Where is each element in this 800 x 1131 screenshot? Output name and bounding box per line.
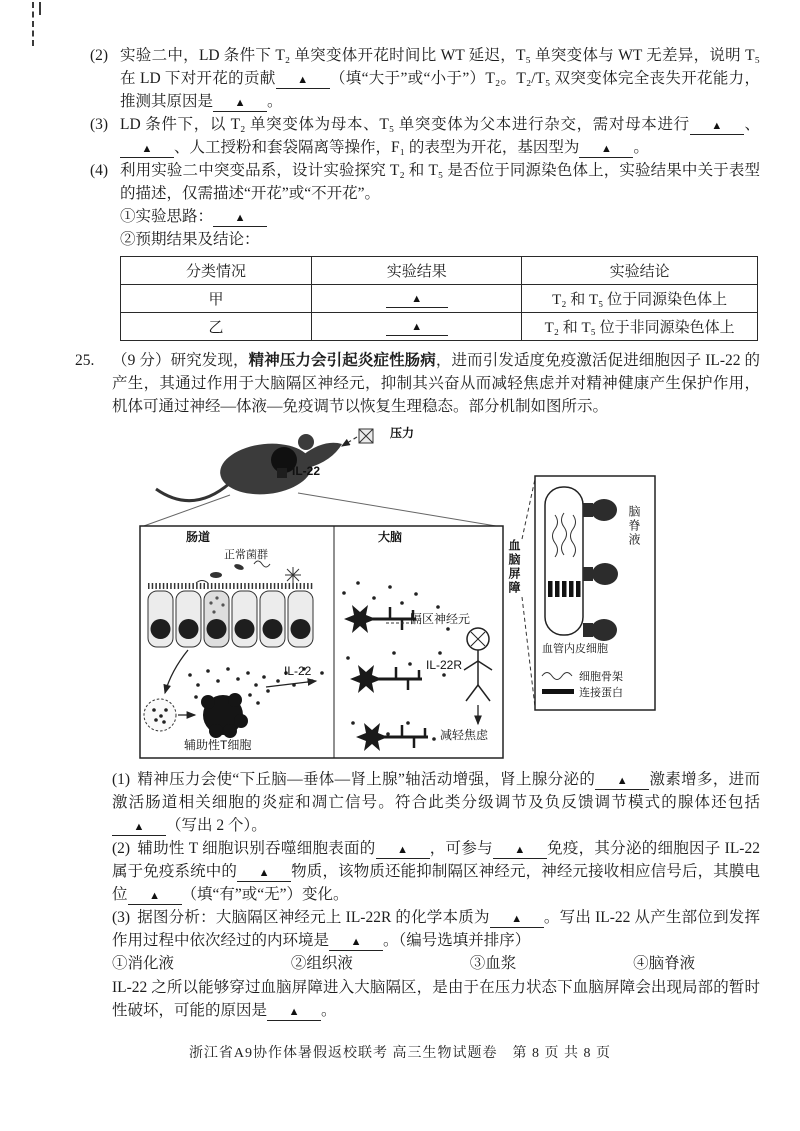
question-24-part-4 [90,159,760,251]
question-25-body [112,349,760,1022]
option-list [112,952,695,976]
table-row [121,313,758,341]
text-run: 。 [633,139,649,156]
binding-mark [39,2,41,15]
answer-blank: ▲ [493,843,547,859]
question-25-part-3 [112,906,760,952]
pressure-arrow [342,429,373,446]
answer-blank: ▲ [213,211,267,227]
mechanism-diagram [138,423,658,761]
answer-blank: ▲ [213,96,267,112]
text-run: 据图分析：大脑隔区神经元上 IL-22R 的化学本质为 [137,909,490,926]
table-header: 分类情况 [121,257,312,285]
text-run: 物质，该物质还能抑制隔区神经元，神经元接收相应信号后，其膜电位 [112,863,760,903]
part-number: (2) [112,840,131,857]
connexin-legend-glyph [542,689,574,694]
answer-blank: ▲ [276,73,330,89]
text-run: （填“大于”或“小于”）T₂。T₂/T₅ 双突变体完全丧失开花能力，推测其原因是 [120,70,760,110]
secreting-cell [144,699,176,731]
score-label: （9 分） [112,352,171,369]
question-24-part-3 [90,113,760,159]
page-content [75,44,760,1022]
question-25 [75,349,760,1022]
il22r-label: IL-22R [426,658,463,672]
text-run: LD 条件下，以 T₂ 单突变体为母本、T₅ 单突变体为父本进行杂交，需对母本进行 [120,116,690,133]
zoom-dash [522,597,535,707]
text-run: 实验二中，LD 条件下 T₂ 单突变体开花时间比 WT 延迟，T₅ 单突变体与 WT 无差异，说明 T₅ 在 LD 下对开花的贡献 [120,47,760,87]
part-text [120,44,760,113]
text-run: ，进而引发适度免疫激活促进细胞因子 IL-22 的产生，其通过作用于大脑隔区神经元，抑制其兴奋从而减轻焦虑并对精神健康产生保护作用，机体可通过神经—体液—免疫调节以恢复生理稳态。部分机制如图所示。 [112,352,760,415]
text-run: （填“有”或“无”）变化。 [181,886,349,903]
question-25-part-2 [112,837,760,906]
text-run: 。 [267,93,283,110]
text-run: ，可参与 [429,840,493,857]
text-run: 利用实验二中突变品系，设计实验探究 T₂ 和 T₅ 是否位于同源染色体上，实验结果中关于表型的描述，仅需描述“开花”或“不开花”。 [120,162,760,202]
answer-blank: ▲ [120,142,174,158]
part-number: (3) [90,116,109,133]
il22-label-top: IL-22 [292,464,321,478]
answer-blank: ▲ [376,843,430,859]
option-item: ④脑脊液 [633,955,696,972]
option-item: ②组织液 [290,955,353,972]
text-run: ②预期结果及结论： [120,231,260,248]
answer-blank: ▲ [329,935,383,951]
answer-blank: ▲ [128,889,182,905]
brain-label: 大脑 [378,530,403,544]
diagram-artwork [138,423,658,761]
table-header: 实验结论 [522,257,758,285]
answer-blank: ▲ [386,320,448,336]
text-run: 、 [743,116,760,133]
text-run: 。写出 IL-22 从产生部位到发挥作用过程中依次经过的内环境是 [112,909,760,949]
binding-mark [32,2,34,46]
answer-blank: ▲ [112,820,166,836]
answer-blank: ▲ [237,866,291,882]
answer-blank: ▲ [690,119,744,135]
zoom-dash [522,479,535,539]
connexin-label: 连接蛋白 [579,687,623,699]
option-item: ③血浆 [469,955,517,972]
text-run: 免疫，其分泌的细胞因子 IL-22 属于免疫系统中的 [112,840,760,880]
part-number: (4) [90,162,109,179]
answer-blank: ▲ [267,1005,321,1021]
text-run: 精神压力会使“下丘脑—垂体—肾上腺”轴活动增强，肾上腺分泌的 [137,771,596,788]
part-text [120,113,760,159]
text-run-bold: 精神压力会引起炎症性肠病 [248,352,436,369]
csf-label: 脑脊液 [627,505,641,547]
sub-item-1 [120,205,760,228]
normal-flora-label: 正常菌群 [224,549,268,561]
pressure-label: 压力 [390,426,415,440]
cytoskeleton-label: 细胞骨架 [579,671,623,683]
part-number: (3) [112,909,131,926]
question-number: 25. [75,352,95,369]
text-run: 、人工授粉和套袋隔离等操作，F₁ 的表型为开花，基因型为 [174,139,580,156]
helper-t-cell-label: 辅助性T细胞 [184,738,252,752]
answer-blank: ▲ [386,292,448,308]
table-cell: 乙 [121,313,312,341]
text-run: ①实验思路： [120,208,214,225]
part-text [120,159,760,251]
intestine-label: 肠道 [186,530,211,544]
table-header-row [121,257,758,285]
table-cell: 甲 [121,285,312,313]
question-25-intro [112,349,760,418]
part-number: (2) [90,47,109,64]
table-cell [312,313,522,341]
option-item: ①消化液 [112,955,175,972]
results-table [120,256,758,341]
septal-neuron-label: 隔区神经元 [410,612,471,626]
il22-label-mid: IL-22 [284,664,312,678]
text-run: 研究发现， [170,352,249,369]
sub-item-2 [120,228,760,251]
text-run: 激素增多，进而激活肠道相关细胞的炎症和凋亡信号。符合此类分级调节及负反馈调节模式的腺体还包括 [112,771,760,811]
endothelial-cell-label: 血管内皮细胞 [542,643,608,655]
text-run: 辅助性 T 细胞识别吞噬细胞表面的 [137,840,376,857]
bbb-label: 血脑屏障 [507,539,521,595]
answer-blank: ▲ [595,774,649,790]
table-cell [312,285,522,313]
table-header: 实验结果 [312,257,522,285]
question-25-part-3-cont [112,976,760,1022]
text-run: （写出 2 个）。 [166,817,267,834]
question-25-part-1 [112,768,760,837]
text-run: 。（编号选填并排序） [383,932,531,949]
text-run: 。 [321,1002,337,1019]
table-cell: T₂ 和 T₅ 位于非同源染色体上 [522,313,758,341]
answer-blank: ▲ [490,912,544,928]
part-number: (1) [112,771,131,788]
zoom-line [298,493,502,527]
answer-blank: ▲ [579,142,633,158]
reduce-anxiety-label: 减轻焦虑 [440,728,489,742]
table-row [121,285,758,313]
text-run: IL-22 之所以能够穿过血脑屏障进入大脑隔区，是由于在压力状态下血脑屏障会出现局部的暂时性破坏，可能的原因是 [112,979,760,1019]
page-footer: 浙江省A9协作体暑假返校联考 高三生物试题卷 第 8 页 共 8 页 [188,1046,612,1061]
question-24-part-2 [90,44,760,113]
table-cell: T₂ 和 T₅ 位于同源染色体上 [522,285,758,313]
